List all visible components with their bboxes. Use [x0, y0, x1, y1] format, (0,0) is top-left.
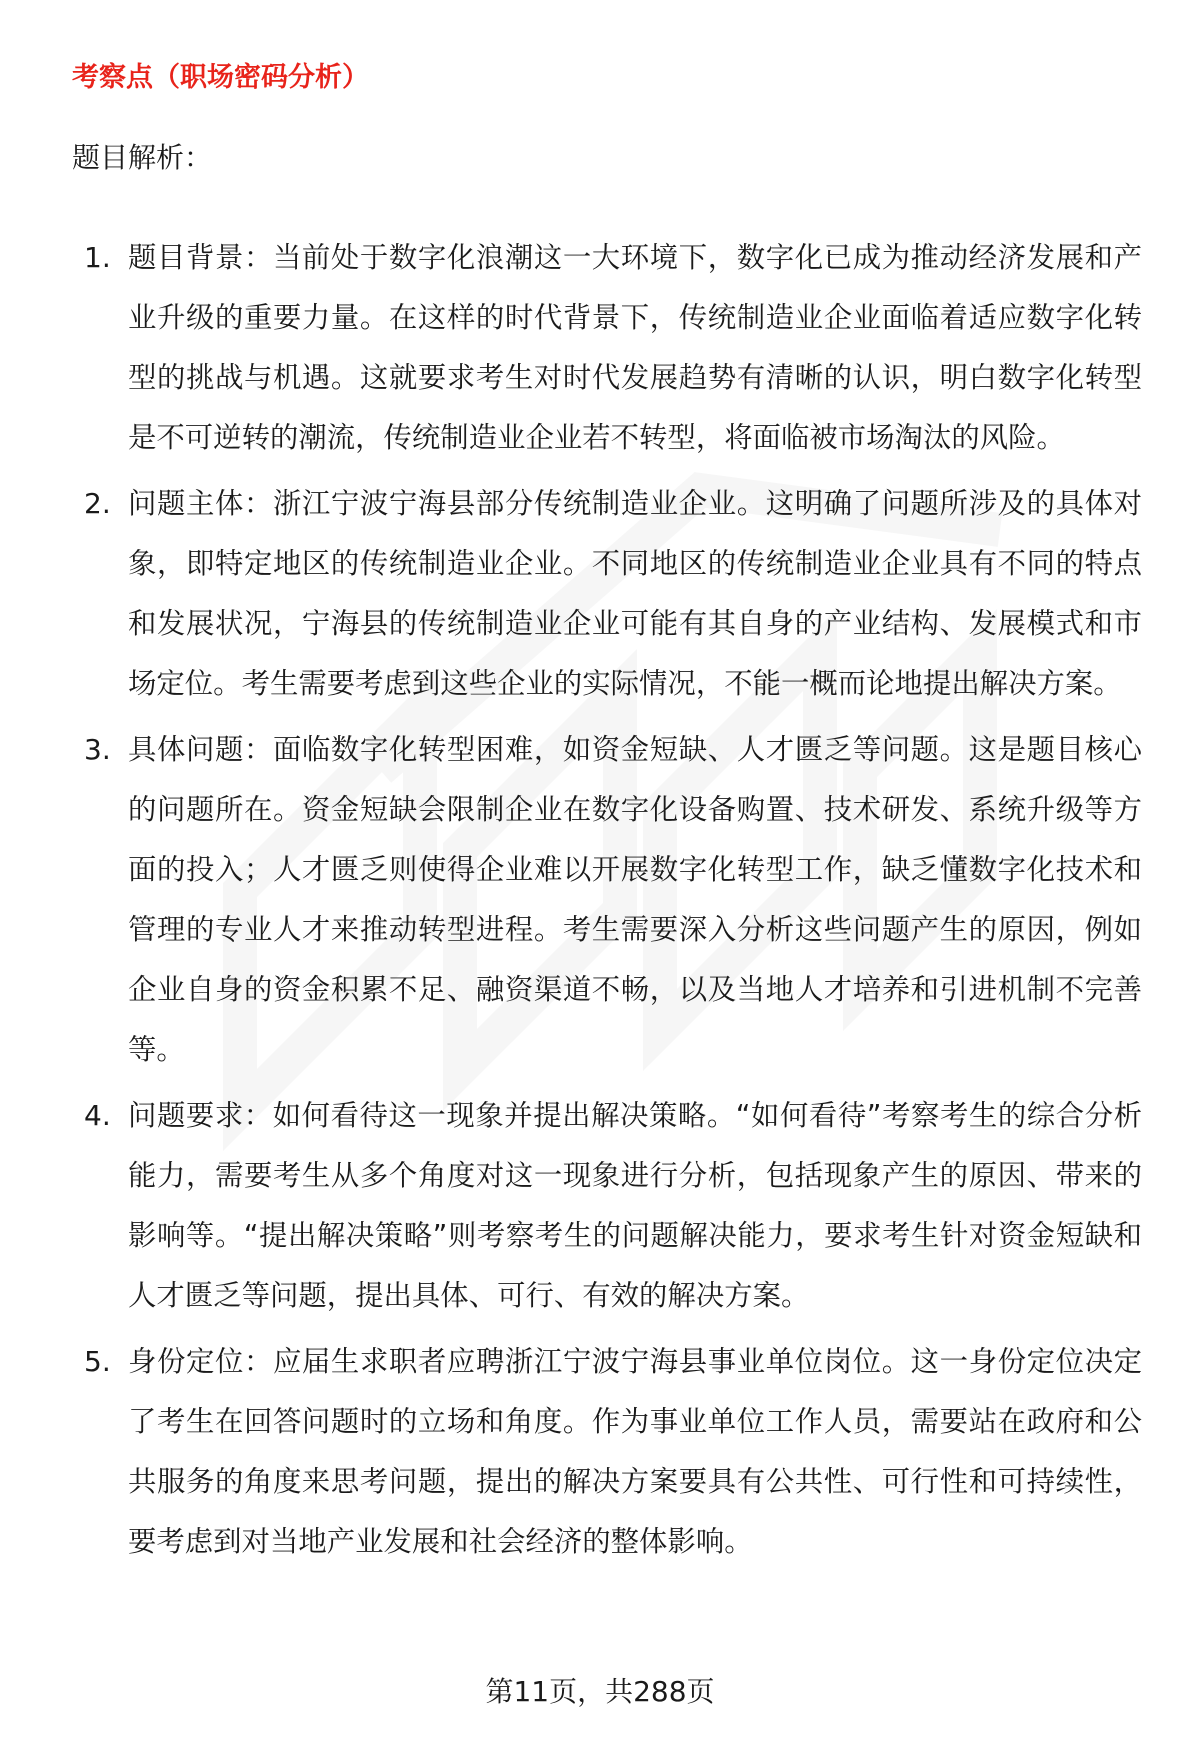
item-number: 4. — [84, 1099, 111, 1132]
item-text: 具体问题：面临数字化转型困难，如资金短缺、人才匮乏等问题。这是题目核心的问题所在。资金短缺会限制企业在数字化设备购置、技术研发、系统升级等方面的投入；人才匮乏则使得企业难以开展数字化转型工作，缺乏懂数字化技术和管理的专业人才来推动转型进程。考生需要深入分析这些问题产生的原因，例如企业自身的资金积累不足、融资渠道不畅，以及当地人才培养和引进机制不完善等。 — [128, 733, 1142, 1066]
list-item — [0, 1332, 1200, 1572]
item-number: 1. — [84, 241, 111, 274]
page-number: 第11页，共288页 — [485, 1675, 715, 1708]
item-text: 问题主体：浙江宁波宁海县部分传统制造业企业。这明确了问题所涉及的具体对象，即特定地区的传统制造业企业。不同地区的传统制造业企业具有不同的特点和发展状况，宁海县的传统制造业企业可能有其自身的产业结构、发展模式和市场定位。考生需要考虑到这些企业的实际情况，不能一概而论地提出解决方案。 — [128, 487, 1142, 700]
subheading: 题目解析： — [72, 141, 213, 174]
item-text: 问题要求：如何看待这一现象并提出解决策略。“如何看待”考察考生的综合分析能力，需要考生从多个角度对这一现象进行分析，包括现象产生的原因、带来的影响等。“提出解决策略”则考察考生的问题解决能力，要求考生针对资金短缺和人才匮乏等问题，提出具体、可行、有效的解决方案。 — [128, 1099, 1142, 1312]
list-item — [0, 720, 1200, 1080]
list-item — [0, 474, 1200, 714]
item-text: 题目背景：当前处于数字化浪潮这一大环境下，数字化已成为推动经济发展和产业升级的重要力量。在这样的时代背景下，传统制造业企业面临着适应数字化转型的挑战与机遇。这就要求考生对时代发展趋势有清晰的认识，明白数字化转型是不可逆转的潮流，传统制造业企业若不转型，将面临被市场淘汰的风险。 — [128, 241, 1142, 454]
item-number: 3. — [84, 733, 111, 766]
section-title: 考察点（职场密码分析） — [72, 62, 369, 93]
list-item — [0, 1086, 1200, 1326]
item-number: 2. — [84, 487, 111, 520]
item-text: 身份定位：应届生求职者应聘浙江宁波宁海县事业单位岗位。这一身份定位决定了考生在回答问题时的立场和角度。作为事业单位工作人员，需要站在政府和公共服务的角度来思考问题，提出的解决方案要具有公共性、可行性和可持续性，要考虑到对当地产业发展和社会经济的整体影响。 — [128, 1345, 1142, 1558]
item-number: 5. — [84, 1345, 111, 1378]
analysis-list — [0, 228, 1200, 1578]
list-item — [0, 228, 1200, 468]
